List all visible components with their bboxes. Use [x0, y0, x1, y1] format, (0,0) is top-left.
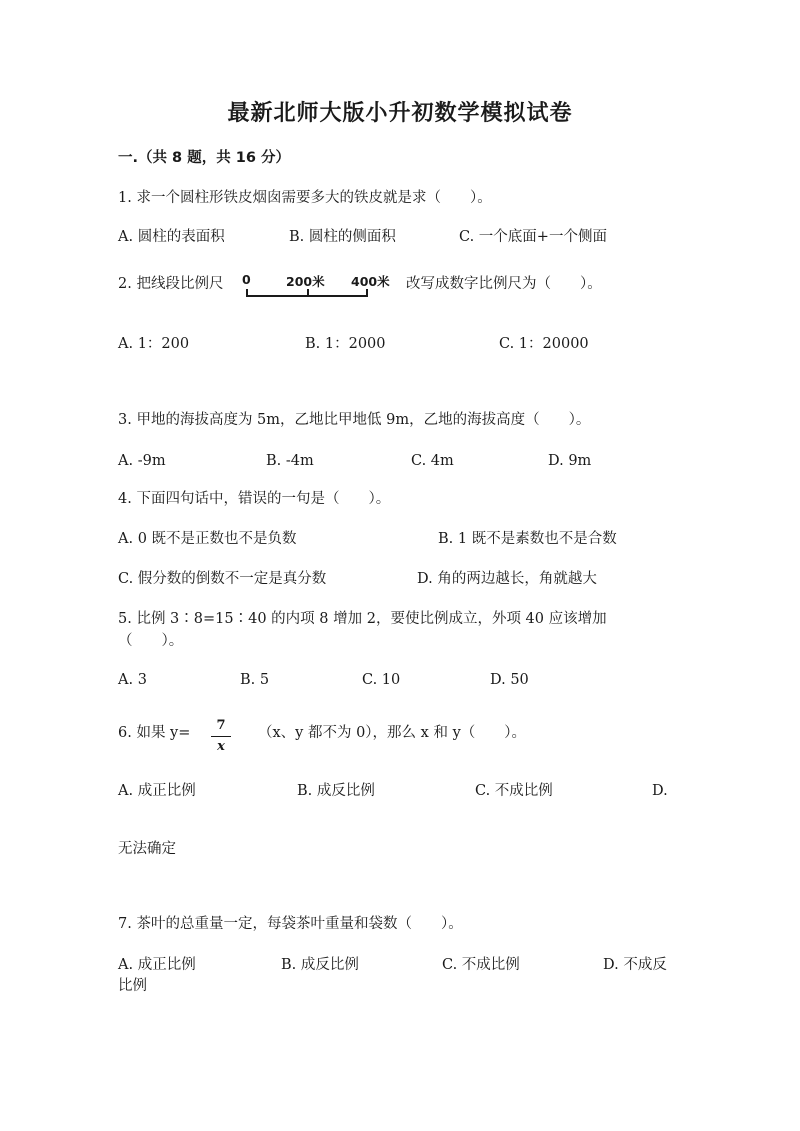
- fraction-numerator: 7: [216, 718, 226, 733]
- scale-label-200m: 200米: [286, 274, 325, 289]
- question-5-option-d: D. 50: [490, 672, 529, 688]
- question-7-option-b: B. 成反比例: [281, 957, 359, 973]
- question-4-option-d: D. 角的两边越长，角就越大: [417, 571, 597, 587]
- question-7-option-d-line1: D. 不成反: [603, 957, 667, 973]
- question-6-option-d-label: D.: [652, 783, 668, 799]
- question-6-option-c: C. 不成比例: [475, 783, 553, 799]
- scale-label-0: 0: [242, 272, 251, 287]
- page-title: 最新北师大版小升初数学模拟试卷: [227, 101, 573, 126]
- question-5-option-b: B. 5: [240, 672, 270, 688]
- question-3-option-b: B. -4m: [266, 453, 314, 469]
- question-5-stem-line2: （ ）。: [118, 633, 184, 649]
- question-2-stem-suffix: 改写成数字比例尺为（ ）。: [406, 276, 602, 292]
- question-3-option-d: D. 9m: [548, 453, 592, 469]
- question-7-option-a: A. 成正比例: [118, 957, 196, 973]
- question-2-option-c: C. 1：20000: [499, 336, 589, 352]
- fraction-denominator: x: [217, 739, 225, 754]
- question-6-option-d-text: 无法确定: [118, 841, 176, 857]
- question-6-stem-suffix: （x、y 都不为 0），那么 x 和 y（ ）。: [258, 725, 527, 741]
- question-5-stem-line1: 5. 比例 3∶8=15∶40 的内项 8 增加 2，要使比例成立，外项 40 应该增加: [118, 611, 607, 627]
- question-7-option-c: C. 不成比例: [442, 957, 520, 973]
- line-scale-diagram: [241, 272, 390, 308]
- fraction-bar: [211, 736, 231, 737]
- question-5-option-c: C. 10: [362, 672, 401, 688]
- question-7-stem: 7. 茶叶的总重量一定，每袋茶叶重量和袋数（ ）。: [118, 916, 463, 932]
- scale-label-400m: 400米: [351, 274, 390, 289]
- question-4-option-a: A. 0 既不是正数也不是负数: [118, 531, 297, 547]
- question-1-option-c: C. 一个底面+一个侧面: [459, 229, 607, 245]
- scale-tick-end: [366, 289, 368, 297]
- question-3-stem: 3. 甲地的海拔高度为 5m，乙地比甲地低 9m，乙地的海拔高度（ ）。: [118, 412, 591, 428]
- question-4-stem: 4. 下面四句话中，错误的一句是（ ）。: [118, 491, 391, 507]
- question-4-option-c: C. 假分数的倒数不一定是真分数: [118, 571, 327, 587]
- question-7-option-d-line2: 比例: [118, 978, 147, 994]
- fraction-7-over-x: [211, 718, 231, 755]
- scale-tick-start: [246, 289, 248, 297]
- scale-tick-middle: [307, 289, 309, 297]
- question-4-option-b: B. 1 既不是素数也不是合数: [438, 531, 617, 547]
- question-3-option-a: A. -9m: [118, 453, 166, 469]
- question-1-option-a: A. 圆柱的表面积: [118, 229, 225, 245]
- question-6-option-a: A. 成正比例: [118, 783, 196, 799]
- question-3-option-c: C. 4m: [411, 453, 454, 469]
- question-6-option-b: B. 成反比例: [297, 783, 375, 799]
- question-2-option-a: A. 1：200: [118, 336, 190, 352]
- question-2-stem-prefix: 2. 把线段比例尺: [118, 276, 224, 292]
- section-heading: 一.（共 8 题，共 16 分）: [118, 150, 290, 166]
- question-5-option-a: A. 3: [118, 672, 147, 688]
- question-2-option-b: B. 1：2000: [305, 336, 386, 352]
- question-6-stem-prefix: 6. 如果 y=: [118, 725, 191, 741]
- question-1-option-b: B. 圆柱的侧面积: [289, 229, 396, 245]
- question-1-stem: 1. 求一个圆柱形铁皮烟囱需要多大的铁皮就是求（ ）。: [118, 190, 492, 206]
